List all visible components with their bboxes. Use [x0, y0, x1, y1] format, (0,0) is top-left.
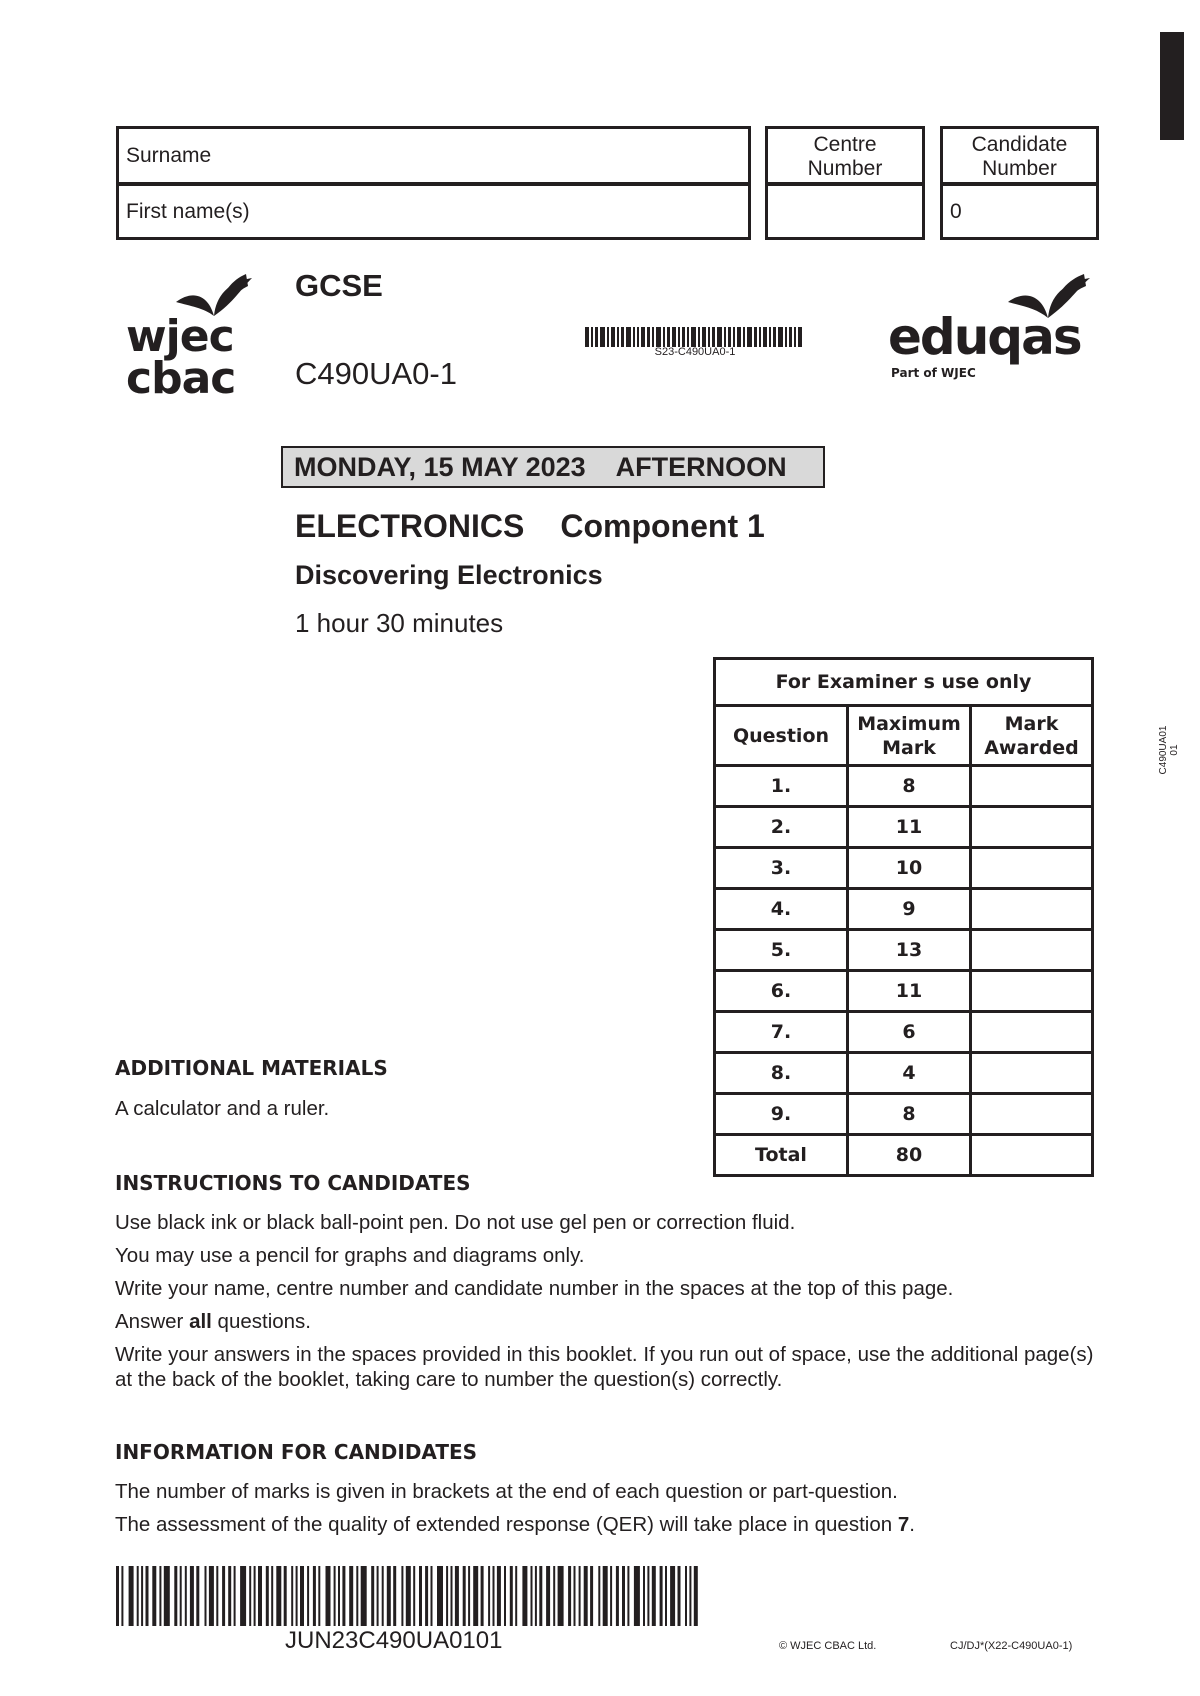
information-heading: INFORMATION FOR CANDIDATES	[115, 1440, 478, 1464]
instruction-line: You may use a pencil for graphs and diagrams only.	[115, 1244, 585, 1267]
exam-duration: 1 hour 30 minutes	[295, 608, 504, 638]
instruction-line: Write your answers in the spaces provided in this booklet. If you run out of space, use the additional page(s) at the back of the booklet, taking care to number the question(s) correctly.	[115, 1343, 1094, 1391]
mark-awarded-cell[interactable]	[971, 971, 1093, 1012]
question-number: 3.	[715, 848, 848, 889]
maximum-mark: 11	[848, 807, 971, 848]
candidate-barcode-label: JUN23C490UA0101	[285, 1627, 503, 1654]
total-label: Total	[715, 1135, 848, 1176]
candidate-number-label: Candidate Number	[971, 133, 1068, 180]
question-number: 9.	[715, 1094, 848, 1135]
mark-awarded-cell[interactable]	[971, 1053, 1093, 1094]
maximum-mark: 6	[848, 1012, 971, 1053]
table-row	[715, 930, 1093, 971]
paper-reference: CJ/DJ*(X22-C490UA0-1)	[950, 1640, 1073, 1652]
maximum-mark: 10	[848, 848, 971, 889]
col-mark-awarded: Mark Awarded	[971, 706, 1093, 766]
mark-awarded-cell[interactable]	[971, 766, 1093, 807]
table-row	[715, 848, 1093, 889]
exam-code: C490UA0-1	[295, 356, 457, 391]
mark-awarded-cell[interactable]	[971, 848, 1093, 889]
table-row	[715, 889, 1093, 930]
table-row	[715, 807, 1093, 848]
centre-number-label: Centre Number	[807, 133, 883, 180]
registration-tab	[1160, 32, 1184, 140]
paper-barcode	[585, 327, 805, 347]
col-maximum-mark: Maximum Mark	[848, 706, 971, 766]
total-maximum-mark: 80	[848, 1135, 971, 1176]
additional-materials-heading: ADDITIONAL MATERIALS	[115, 1056, 388, 1080]
paper-barcode-label: S23-C490UA0-1	[654, 346, 736, 358]
question-number: 4.	[715, 889, 848, 930]
maximum-mark: 9	[848, 889, 971, 930]
subject-line	[295, 508, 765, 545]
candidate-barcode	[116, 1566, 698, 1626]
question-number: 1.	[715, 766, 848, 807]
instruction-line: Use black ink or black ball-point pen. Do not use gel pen or correction fluid.	[115, 1211, 796, 1234]
maximum-mark: 4	[848, 1053, 971, 1094]
wjec-cbac-logo	[126, 272, 266, 402]
total-row	[715, 1135, 1093, 1176]
maximum-mark: 8	[848, 1094, 971, 1135]
exam-session: AFTERNOON	[615, 452, 787, 482]
col-question: Question	[715, 706, 848, 766]
paper-title: Discovering Electronics	[295, 560, 603, 590]
exam-date-box	[281, 446, 825, 488]
component: Component 1	[560, 508, 765, 544]
table-row	[715, 766, 1093, 807]
total-mark-awarded-cell[interactable]	[971, 1135, 1093, 1176]
first-name-label: First name(s)	[126, 200, 250, 223]
additional-materials-text: A calculator and a ruler.	[115, 1097, 330, 1120]
candidate-number-header	[940, 126, 1099, 185]
first-name-box[interactable]	[116, 183, 751, 240]
examiner-table-title: For Examiner s use only	[715, 659, 1093, 706]
exam-date: MONDAY, 15 MAY 2023	[294, 452, 586, 482]
mark-awarded-cell[interactable]	[971, 807, 1093, 848]
table-row	[715, 971, 1093, 1012]
side-paper-code: C490UA01 01	[1158, 725, 1180, 775]
copyright: © WJEC CBAC Ltd.	[779, 1640, 877, 1652]
eduqas-wordmark: eduqas	[888, 308, 1081, 366]
subject: ELECTRONICS	[295, 508, 525, 544]
instruction-line: Write your name, centre number and candidate number in the spaces at the top of this page.	[115, 1277, 954, 1300]
exam-level: GCSE	[295, 268, 383, 303]
eduqas-tagline: Part of WJEC	[891, 366, 976, 380]
question-number: 7.	[715, 1012, 848, 1053]
question-number: 2.	[715, 807, 848, 848]
mark-awarded-cell[interactable]	[971, 930, 1093, 971]
instructions-heading: INSTRUCTIONS TO CANDIDATES	[115, 1171, 471, 1195]
maximum-mark: 11	[848, 971, 971, 1012]
maximum-mark: 8	[848, 766, 971, 807]
eduqas-logo	[888, 272, 1098, 382]
instruction-line: Answer all questions.	[115, 1310, 312, 1333]
mark-awarded-cell[interactable]	[971, 889, 1093, 930]
question-number: 8.	[715, 1053, 848, 1094]
centre-number-field[interactable]	[765, 183, 925, 240]
candidate-number-value: 0	[950, 200, 962, 223]
table-row	[715, 1053, 1093, 1094]
table-row	[715, 1012, 1093, 1053]
information-line: The assessment of the quality of extended response (QER) will take place in question 7.	[115, 1513, 915, 1536]
question-number: 6.	[715, 971, 848, 1012]
mark-awarded-cell[interactable]	[971, 1012, 1093, 1053]
wjec-wordmark: wjec	[126, 311, 234, 362]
candidate-number-field[interactable]	[940, 183, 1099, 240]
surname-box[interactable]	[116, 126, 751, 185]
maximum-mark: 13	[848, 930, 971, 971]
question-number: 5.	[715, 930, 848, 971]
centre-number-header	[765, 126, 925, 185]
information-line: The number of marks is given in brackets at the end of each question or part-question.	[115, 1480, 898, 1503]
cbac-wordmark: cbac	[126, 353, 236, 404]
surname-label: Surname	[126, 144, 212, 167]
